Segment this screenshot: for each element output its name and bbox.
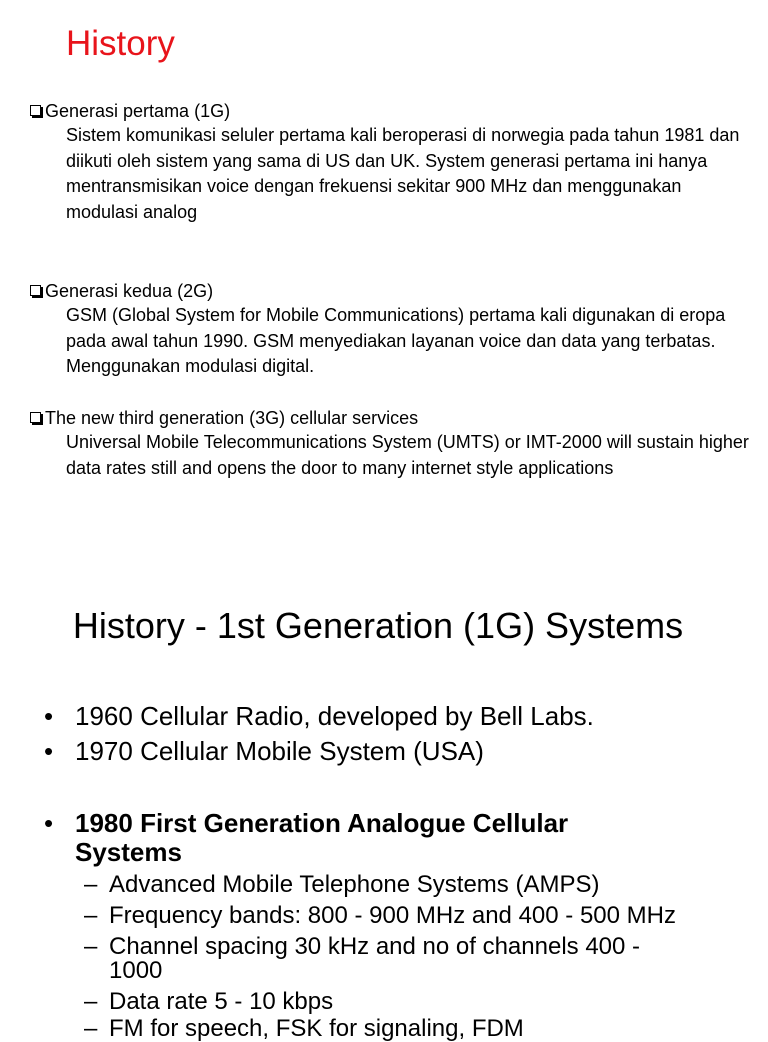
section-heading: [30, 99, 750, 123]
section-heading-text: Generasi kedua (2G): [45, 281, 214, 301]
section-body: Universal Mobile Telecommunications System (UMTS) or IMT-2000 will sustain higher data rates still and opens the door to many internet style applications: [66, 432, 749, 478]
dash-bullet: –: [84, 902, 98, 929]
dash-bullet: –: [84, 933, 98, 960]
section-1g: [30, 99, 750, 226]
checkbox-bullet-icon: [30, 412, 41, 423]
bullet-item-bold: [44, 809, 568, 867]
section-heading: [30, 279, 750, 303]
section-2g: [30, 279, 750, 380]
bullet-item: [44, 736, 484, 766]
section-body: Sistem komunikasi seluler pertama kali beroperasi di norwegia pada tahun 1981 dan diikuti oleh sistem yang sama di US dan UK. System generasi pertama ini hanya mentransmisikan voice dengan frekuensi sekitar 900 MHz dan menggunakan modulasi analog: [66, 125, 740, 223]
bullet-item: [44, 701, 594, 731]
sub-bullet-item: [84, 873, 599, 897]
checkbox-bullet-icon: [30, 105, 41, 116]
section-heading-text: Generasi pertama (1G): [45, 101, 231, 121]
bullet-text: 1970 Cellular Mobile System (USA): [75, 736, 484, 766]
section-heading: [30, 406, 750, 430]
bullet-dot: •: [44, 808, 54, 838]
sub-bullet-item: [84, 904, 676, 928]
bullet-dot: •: [44, 701, 54, 731]
checkbox-bullet-icon: [30, 285, 41, 296]
slide-title-1g-systems: History - 1st Generation (1G) Systems: [72, 605, 684, 646]
bullet-dot: •: [44, 736, 54, 766]
sub-bullet-item: [84, 935, 640, 983]
section-heading-text: The new third generation (3G) cellular services: [45, 408, 419, 428]
bullet-text-line1: 1980 First Generation Analogue Cellular: [75, 808, 569, 838]
sub-bullet-text: Data rate 5 - 10 kbps: [109, 988, 334, 1015]
slide-title-history: History: [66, 24, 175, 63]
sub-bullet-text: Channel spacing 30 kHz and no of channels 400 -: [109, 933, 641, 960]
sub-bullet-item: [84, 1017, 524, 1041]
dash-bullet: –: [84, 988, 98, 1015]
dash-bullet: –: [84, 871, 98, 898]
dash-bullet: –: [84, 1015, 98, 1042]
sub-bullet-text: Advanced Mobile Telephone Systems (AMPS): [109, 871, 600, 898]
sub-bullet-item: [84, 990, 333, 1014]
sub-bullet-text-continued: 1000: [109, 957, 163, 984]
bullet-text: 1960 Cellular Radio, developed by Bell Labs.: [75, 701, 594, 731]
sub-bullet-text: Frequency bands: 800 - 900 MHz and 400 - 500 MHz: [109, 902, 676, 929]
section-3g: [30, 406, 750, 481]
bullet-text-line2: Systems: [75, 837, 182, 867]
section-body: GSM (Global System for Mobile Communications) pertama kali digunakan di eropa pada awal tahun 1990. GSM menyediakan layanan voice dan data yang terbatas. Menggunakan modulasi digital.: [66, 305, 726, 377]
sub-bullet-text: FM for speech, FSK for signaling, FDM: [109, 1015, 524, 1042]
